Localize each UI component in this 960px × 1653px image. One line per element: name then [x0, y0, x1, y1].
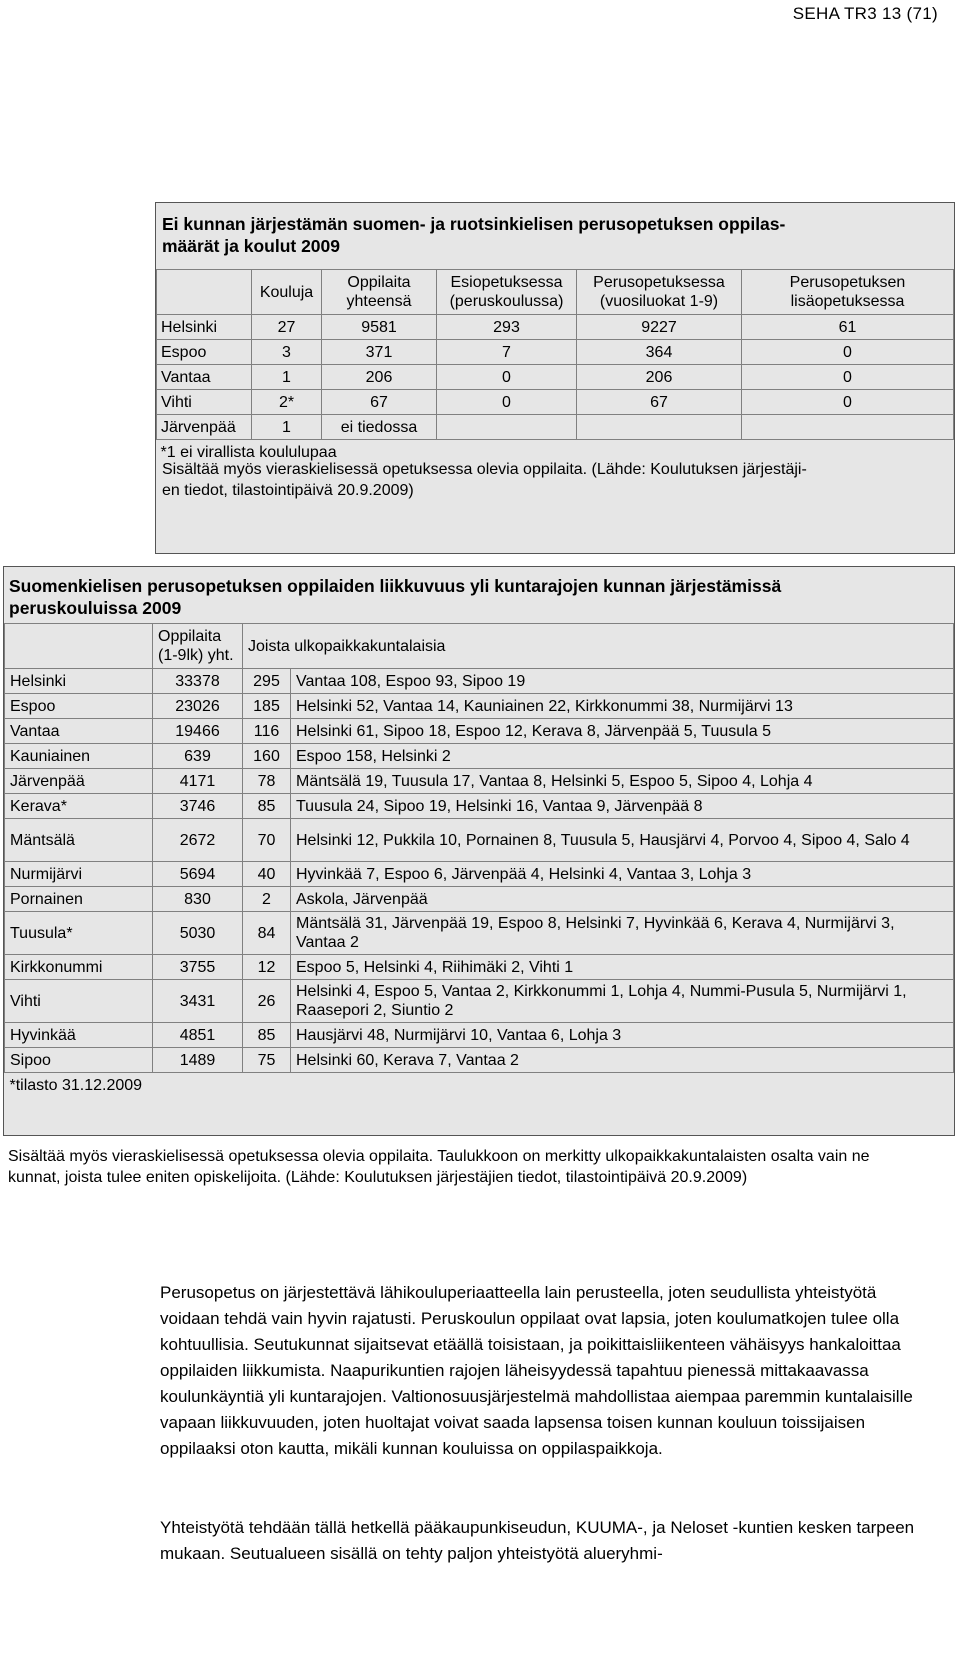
table-cell: Vantaa	[5, 719, 153, 744]
table-cell: 364	[577, 340, 742, 365]
table-cell: 12	[243, 955, 291, 980]
table-cell: Hausjärvi 48, Nurmijärvi 10, Vantaa 6, Lohja 3	[291, 1023, 954, 1048]
table-cell: 206	[322, 365, 437, 390]
table-cell: 1	[252, 415, 322, 440]
table-cell: 0	[742, 390, 954, 415]
table-header-row	[5, 624, 954, 669]
table-cell: Helsinki	[157, 315, 252, 340]
column-header: Esiopetuksessa (peruskoulussa)	[437, 270, 577, 315]
table-row	[5, 862, 954, 887]
table-cell: Vantaa 108, Espoo 93, Sipoo 19	[291, 669, 954, 694]
table1-title	[162, 213, 954, 257]
table-cell: Helsinki 61, Sipoo 18, Espoo 12, Kerava 8, Järvenpää 5, Tuusula 5	[291, 719, 954, 744]
table-row	[5, 980, 954, 1023]
table-cell: 33378	[153, 669, 243, 694]
table-cell: 185	[243, 694, 291, 719]
table2-title-line2: peruskouluissa 2009	[9, 598, 182, 618]
table-cell: 0	[437, 390, 577, 415]
table-cell: 5694	[153, 862, 243, 887]
table-row	[5, 669, 954, 694]
table-cell: 84	[243, 912, 291, 955]
table-cell	[742, 415, 954, 440]
column-header: Perusopetuksessa (vuosiluokat 1-9)	[577, 270, 742, 315]
table-cell: 639	[153, 744, 243, 769]
table-cell: 9227	[577, 315, 742, 340]
table-cell: Espoo	[5, 694, 153, 719]
table-cell: ei tiedossa	[322, 415, 437, 440]
table2-footnote: *tilasto 31.12.2009	[9, 1076, 143, 1094]
table-cell: 371	[322, 340, 437, 365]
table-cell: 75	[243, 1048, 291, 1073]
table-cell: Pornainen	[5, 887, 153, 912]
page-header: SEHA TR3 13 (71)	[792, 4, 938, 23]
table-cell: Helsinki 4, Espoo 5, Vantaa 2, Kirkkonummi 1, Lohja 4, Nummi-Pusula 5, Nurmijärvi 1, Raasepori 2, Siuntio 2	[291, 980, 954, 1023]
table-cell: 206	[577, 365, 742, 390]
table-cell: 1489	[153, 1048, 243, 1073]
mobility-table	[4, 623, 954, 1097]
table-cell: 19466	[153, 719, 243, 744]
table-cell: 26	[243, 980, 291, 1023]
table1-footnote: *1 ei virallista koululupaa	[160, 443, 337, 461]
table-cell: Helsinki 60, Kerava 7, Vantaa 2	[291, 1048, 954, 1073]
table-cell: Mäntsälä 31, Järvenpää 19, Espoo 8, Helsinki 7, Hyvinkää 6, Kerava 4, Nurmijärvi 3, Vantaa 2	[291, 912, 954, 955]
column-header: Oppilaita yhteensä	[322, 270, 437, 315]
table-cell: 78	[243, 769, 291, 794]
table-row	[5, 955, 954, 980]
table-cell: Helsinki 52, Vantaa 14, Kauniainen 22, Kirkkonummi 38, Nurmijärvi 13	[291, 694, 954, 719]
table-row	[157, 415, 954, 440]
table-cell: 67	[322, 390, 437, 415]
table-row	[5, 1048, 954, 1073]
table-cell: Kirkkonummi	[5, 955, 153, 980]
table-cell: 3755	[153, 955, 243, 980]
table-row	[5, 719, 954, 744]
table-row	[157, 365, 954, 390]
table-cell: 67	[577, 390, 742, 415]
table-cell: 2	[243, 887, 291, 912]
column-header	[157, 270, 252, 315]
table-cell: Mäntsälä 19, Tuusula 17, Vantaa 8, Helsinki 5, Espoo 5, Sipoo 4, Lohja 4	[291, 769, 954, 794]
table-row	[157, 340, 954, 365]
table-cell: Vihti	[157, 390, 252, 415]
table-cell: Vihti	[5, 980, 153, 1023]
table-row	[157, 315, 954, 340]
table-cell: Helsinki 12, Pukkila 10, Pornainen 8, Tuusula 5, Hausjärvi 4, Porvoo 4, Sipoo 4, Salo 4	[291, 819, 954, 862]
table2-title	[9, 575, 954, 619]
table-cell: Espoo 5, Helsinki 4, Riihimäki 2, Vihti 1	[291, 955, 954, 980]
table2-title-line1: Suomenkielisen perusopetuksen oppilaiden liikkuvuus yli kuntarajojen kunnan järjestämissä	[9, 576, 782, 596]
table1-source-line2: en tiedot, tilastointipäivä 20.9.2009)	[162, 482, 414, 499]
table-cell: 116	[243, 719, 291, 744]
table-cell: 70	[243, 819, 291, 862]
table-cell: 293	[437, 315, 577, 340]
table-cell: 1	[252, 365, 322, 390]
table-cell: 9581	[322, 315, 437, 340]
school-count-table	[156, 269, 954, 464]
table-cell: 85	[243, 794, 291, 819]
table-cell: Hyvinkää 7, Espoo 6, Järvenpää 4, Helsinki 4, Vantaa 3, Lohja 3	[291, 862, 954, 887]
table-cell: Askola, Järvenpää	[291, 887, 954, 912]
table-cell: Järvenpää	[157, 415, 252, 440]
table-cell: 0	[742, 365, 954, 390]
table-cell: 27	[252, 315, 322, 340]
table-row	[157, 390, 954, 415]
table1-title-line1: Ei kunnan järjestämän suomen- ja ruotsinkielisen perusopetuksen oppilas-	[162, 214, 786, 234]
table-cell	[437, 415, 577, 440]
table-cell: 160	[243, 744, 291, 769]
table-cell: 4851	[153, 1023, 243, 1048]
column-header: Perusopetuksen lisäopetuksessa	[742, 270, 954, 315]
table-cell: 2672	[153, 819, 243, 862]
table-cell: 61	[742, 315, 954, 340]
table-row	[5, 694, 954, 719]
table-cell: Kauniainen	[5, 744, 153, 769]
table-row	[5, 769, 954, 794]
table-cell: 295	[243, 669, 291, 694]
table-cell: 0	[742, 340, 954, 365]
table-cell: Espoo 158, Helsinki 2	[291, 744, 954, 769]
column-header: Kouluja	[252, 270, 322, 315]
table-row	[5, 819, 954, 862]
table-row	[5, 887, 954, 912]
school-count-table-box	[155, 202, 955, 554]
table-cell: 3746	[153, 794, 243, 819]
table-row	[5, 744, 954, 769]
table-cell: Sipoo	[5, 1048, 153, 1073]
table1-title-line2: määrät ja koulut 2009	[162, 236, 340, 256]
table-cell: 23026	[153, 694, 243, 719]
table-cell: 85	[243, 1023, 291, 1048]
table-cell: 4171	[153, 769, 243, 794]
table-cell: Helsinki	[5, 669, 153, 694]
table-cell: Vantaa	[157, 365, 252, 390]
body-paragraph-1: Perusopetus on järjestettävä lähikouluperiaatteella lain perusteella, joten seudullista yhteistyötä voidaan tehdä vain hyvin rajatusti. Peruskoulun oppilaat ovat lapsia, joten koulumatkojen tulee olla kohtuullisia. Seutukunnat sijaitsevat etäällä toisistaan, ja poikittaisliikenteen vähäisyys hankaloittaa oppilaiden liikkumista. Naapurikuntien rajojen läheisyydessä tapahtuu pienessä mittakaavassa koulunkäyntiä yli kuntarajojen. Valtionosuusjärjestelmä mahdollistaa aiempaa paremmin kuntalaisille vapaan liikkuvuuden, joten huoltajat voivat saada lapsensa toisen kunnan kouluun toissijaisen oppilaaksi oton kautta, mikäli kunnan kouluissa on oppilaspaikkoja.	[160, 1283, 913, 1458]
table2-source-note: Sisältää myös vieraskielisessä opetuksessa olevia oppilaita. Taulukkoon on merkitty ulkopaikkakuntalaisten osalta vain ne kunnat, joista tulee eniten opiskelijoita. (Lähde: Koulutuksen järjestäjien tiedot, tilastointipäivä 20.9.2009)	[8, 1148, 870, 1186]
table-cell: Järvenpää	[5, 769, 153, 794]
table-cell: Nurmijärvi	[5, 862, 153, 887]
table-cell: 5030	[153, 912, 243, 955]
column-header: Oppilaita (1-9lk) yht.	[153, 624, 243, 669]
body-paragraph-2: Yhteistyötä tehdään tällä hetkellä pääkaupunkiseudun, KUUMA-, ja Neloset -kuntien kesken tarpeen mukaan. Seutualueen sisällä on tehty paljon yhteistyötä alueryhmi-	[160, 1518, 915, 1563]
table-cell	[577, 415, 742, 440]
table-footnote-row	[5, 1073, 954, 1098]
table-cell: Mäntsälä	[5, 819, 153, 862]
table-cell: Hyvinkää	[5, 1023, 153, 1048]
table-cell: Tuusula 24, Sipoo 19, Helsinki 16, Vantaa 9, Järvenpää 8	[291, 794, 954, 819]
table-cell: Kerava*	[5, 794, 153, 819]
table1-source-note	[162, 459, 942, 501]
table-cell: 0	[437, 365, 577, 390]
column-header: Joista ulkopaikkakuntalaisia	[243, 624, 954, 669]
table-cell: 7	[437, 340, 577, 365]
table-cell: Tuusula*	[5, 912, 153, 955]
table-cell: 2*	[252, 390, 322, 415]
mobility-table-box	[3, 566, 955, 1136]
table-cell: 40	[243, 862, 291, 887]
table-row	[5, 1023, 954, 1048]
column-header	[5, 624, 153, 669]
table-cell: Espoo	[157, 340, 252, 365]
table-row	[5, 912, 954, 955]
table1-source-line1: Sisältää myös vieraskielisessä opetuksessa olevia oppilaita. (Lähde: Koulutuksen järjestäji-	[162, 461, 807, 478]
table-row	[5, 794, 954, 819]
table-cell: 3	[252, 340, 322, 365]
table-header-row	[157, 270, 954, 315]
table-cell: 3431	[153, 980, 243, 1023]
table-cell: 830	[153, 887, 243, 912]
